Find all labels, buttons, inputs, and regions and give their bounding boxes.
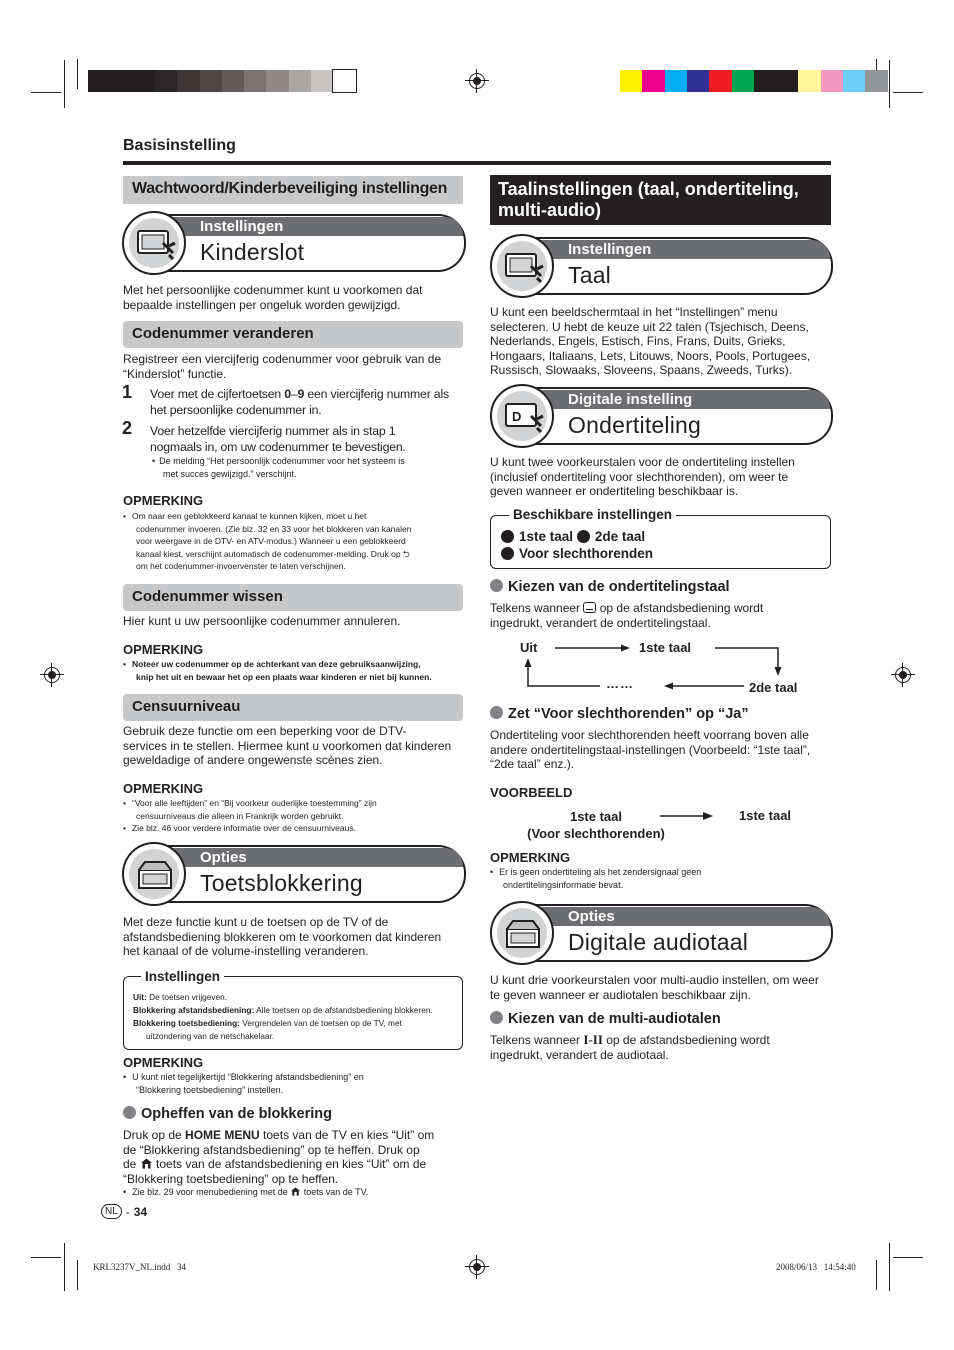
digital-tv-icon xyxy=(490,384,554,448)
release-part: toets van de TV en kies “Uit” om xyxy=(259,1128,435,1142)
step-1-key: 9 xyxy=(297,387,305,401)
option-2de-taal: 2de taal xyxy=(594,529,646,544)
step-2-line: nogmaals in, om uw codenummer te bevestigen. xyxy=(150,440,406,454)
release-line: de “Blokkering afstandsbediening” op te heffen. Druk op xyxy=(123,1142,420,1157)
code-change-heading-text: Codenummer veranderen xyxy=(132,325,314,342)
note-3-line: censuurniveaus die alleen in Frankrijk worden gebruikt. xyxy=(136,810,344,821)
color-swatch xyxy=(665,70,688,92)
note-2-line: Noteer uw codenummer op de achterkant van deze gebruiksaanwijzing, xyxy=(131,659,421,669)
box-term: Uit: xyxy=(133,992,147,1002)
example-arrow xyxy=(660,809,714,823)
choose-audio-heading xyxy=(490,1011,721,1027)
available-settings-label: Beschikbare instellingen xyxy=(509,507,676,522)
lang-badge: NL xyxy=(101,1204,122,1219)
choose-audio-part: Telkens wanneer xyxy=(490,1033,584,1047)
step-1-part: – xyxy=(290,387,298,401)
toets-banner xyxy=(122,845,466,903)
options-toolbox-icon xyxy=(490,901,554,965)
note-3-text: • “Voor alle leeftijden” en “Bij voorkeur ouderlijke toestemming” zijn censuurniveaus die alleen in Frankrijk worden gebruikt. • Zie blz. 46 voor verdere informatie over de censuurniveaus. xyxy=(123,798,377,833)
color-swatch xyxy=(620,70,643,92)
choose-subtitle-heading xyxy=(490,579,730,595)
step-1-line: het persoonlijke codenummer in. xyxy=(150,403,322,417)
color-swatch xyxy=(754,70,777,92)
example-right: 1ste taal xyxy=(739,808,792,823)
choose-line: ingedrukt, verandert de ondertitelingstaal. xyxy=(490,615,711,630)
registration-mark-right xyxy=(895,667,911,683)
color-swatch xyxy=(687,70,710,92)
step-2-number: 2 xyxy=(122,418,133,438)
choose-part: Telkens wanneer xyxy=(490,601,584,615)
color-swatch xyxy=(776,70,799,92)
step-1-part: een viercijferig nummer als xyxy=(304,387,449,401)
color-swatch xyxy=(177,70,200,92)
onder-text xyxy=(490,455,795,499)
step-1-part: Voer met de cijfertoetsen xyxy=(150,387,285,401)
taal-line: Russisch, Slowaaks, Sloveens, Spaans, Zweeds, Turks). xyxy=(490,363,793,378)
note-2-label: OPMERKING xyxy=(123,642,204,657)
release-note: • Zie blz. 29 voor menubediening met de toets van de TV. xyxy=(123,1187,369,1197)
home-menu-key: HOME MENU xyxy=(185,1128,260,1142)
kinderslot-strip-label: Instellingen xyxy=(200,218,284,235)
note-3-line: “Voor alle leeftijden” en “Bij voorkeur ouderlijke toestemming” zijn xyxy=(131,798,377,808)
note-1-label: OPMERKING xyxy=(123,493,204,508)
code-change-intro xyxy=(123,352,441,381)
example-left-line: (Voor slechthorenden) xyxy=(527,826,665,841)
step-1-number: 1 xyxy=(122,382,133,402)
choose-audio-heading-text: Kiezen van de multi-audiotalen xyxy=(508,1011,721,1027)
color-swatch xyxy=(222,70,245,92)
onder-line: (inclusief ondertiteling voor slechthorenden), om weer te xyxy=(490,469,789,484)
example-left xyxy=(520,808,672,842)
color-swatch xyxy=(709,70,732,92)
box-desc: Vergrendelen van de toetsen op de TV, met xyxy=(239,1018,402,1028)
note-1-line: voor weergave in de DTV- en ATV-modus.) Wanneer u een geblokkeerd xyxy=(136,536,406,546)
color-swatch xyxy=(821,70,844,92)
toets-strip-label: Opties xyxy=(200,849,247,866)
toets-note-text: • U kunt niet tegelijkertijd “Blokkering afstandsbediening” en “Blokkering toetsbediening” instellen. xyxy=(123,1072,364,1095)
audio-line: te geven wanneer er audiotalen beschikbaar zijn. xyxy=(490,987,751,1002)
release-heading-text: Opheffen van de blokkering xyxy=(141,1106,332,1122)
code-change-intro-line: Registreer een viercijferig codenummer voor gebruik van de xyxy=(123,352,442,366)
svg-text:D: D xyxy=(512,409,522,424)
available-settings-options xyxy=(501,528,653,562)
settings-tv-icon xyxy=(122,211,186,275)
bullet-dot xyxy=(490,1011,503,1024)
home-icon xyxy=(140,1158,153,1169)
cycle-2de-taal: 2de taal xyxy=(749,680,798,695)
toets-intro-line: afstandsbediening blokkeren om te voorkomen dat kinderen xyxy=(123,929,442,944)
onder-line: geven wanneer er ondertiteling beschikbaar is. xyxy=(490,484,739,499)
taal-banner xyxy=(490,237,833,295)
toets-title: Toetsblokkering xyxy=(200,870,363,896)
toets-settings-box-text xyxy=(133,991,433,1043)
intro-line: bepaalde instellingen per ongeluk worden gewijzigd. xyxy=(123,297,401,312)
slug-date: 2008/06/13 14:54:40 xyxy=(776,1262,856,1272)
color-swatch xyxy=(798,70,821,92)
censor-line: Gebruik deze functie om een beperking voor de DTV- xyxy=(123,724,407,738)
choose-subtitle-text xyxy=(490,601,763,630)
step-2-line: Voer hetzelfde viercijferig nummer als in stap 1 xyxy=(150,424,396,438)
censor-line: geweldadige of andere ongewenste scènes zien. xyxy=(123,753,383,768)
option-slechthorenden: Voor slechthorenden xyxy=(519,546,654,561)
intro-line: Met het persoonlijke codenummer kunt u voorkomen dat xyxy=(123,283,423,297)
right-heading xyxy=(490,175,831,225)
censor-heading xyxy=(123,694,463,721)
onder-note-line: Er is geen ondertiteling als het zendersignaal geen xyxy=(499,867,702,877)
step-1-key: 0 xyxy=(284,387,291,401)
home-icon xyxy=(290,1187,301,1196)
taal-line: Nederlands, Engels, Estisch, Fins, Frans, Duits, Grieks, xyxy=(490,334,786,349)
color-swatch xyxy=(200,70,223,92)
step-2-note-line: met succes gewijzigd.” verschijnt. xyxy=(163,468,297,479)
toets-note-line: “Blokkering toetsbediening” instellen. xyxy=(136,1084,284,1095)
choose-part: op de afstandsbediening wordt xyxy=(596,601,764,615)
release-part: toets van de afstandsbediening en kies “Uit” om de xyxy=(152,1157,427,1172)
box-desc: Alle toetsen op de afstandsbediening blokkeren. xyxy=(254,1005,433,1015)
taal-text xyxy=(490,305,810,378)
hearing-heading-text: Zet “Voor slechthorenden” op “Ja” xyxy=(508,706,749,722)
subtitle-key-icon xyxy=(583,602,596,613)
hearing-heading xyxy=(490,706,749,722)
toets-note-label: OPMERKING xyxy=(123,1055,204,1070)
settings-tv-icon xyxy=(490,234,554,298)
release-note-part: toets van de TV. xyxy=(301,1187,369,1197)
color-swatch xyxy=(843,70,866,92)
taal-line: selecteren. U hebt de keuze uit 22 talen (Tsjechisch, Deens, xyxy=(490,319,809,334)
color-swatch xyxy=(88,70,111,92)
color-swatch xyxy=(333,70,356,92)
box-desc: De toetsen vrijgeven. xyxy=(146,992,228,1002)
step-2-note: • De melding “Het persoonlijk codenummer voor het systeem is met succes gewijzigd.” verschijnt. xyxy=(152,456,405,479)
onder-note-label: OPMERKING xyxy=(490,850,571,865)
color-swatch xyxy=(155,70,178,92)
step-2-text xyxy=(150,423,406,455)
release-part: Druk op de xyxy=(123,1128,186,1142)
color-swatch xyxy=(732,70,755,92)
left-heading xyxy=(123,176,463,204)
code-clear-text: Hier kunt u uw persoonlijke codenummer annuleren. xyxy=(123,614,401,628)
registration-mark-bottom xyxy=(469,1259,485,1275)
note-2-text: • Noteer uw codenummer op de achterkant van deze gebruiksaanwijzing, knip het uit en bewaar het op een plaats waar kinderen er niet bij kunnen. xyxy=(123,659,432,682)
taal-line: Hongaars, Italiaans, Lets, Litouws, Noors, Pools, Portugees, xyxy=(490,348,811,363)
cycle-uit: Uit xyxy=(520,640,538,655)
bullet-dot xyxy=(577,530,590,543)
audio-text xyxy=(490,973,819,1002)
bullet-dot xyxy=(501,530,514,543)
code-change-heading xyxy=(123,321,463,348)
onder-title: Ondertiteling xyxy=(568,412,702,438)
cycle-1ste-taal: 1ste taal xyxy=(639,640,692,655)
note-1-text: • Om naar een geblokkeerd kanaal te kunnen kijken, moet u het codenummer invoeren. (Zie blz. 32 en 33 voor het blokkeren van kanalen voor weergave in de DTV- en ATV-modus.) Wanneer u een geblokkeerd kanaal kiest, verschijnt automatisch de codenummer-melding. Druk op ⮌ om het codenummer-invoervenster te laten verschijnen. xyxy=(123,511,412,571)
onder-note-text: • Er is geen ondertiteling als het zendersignaal geen ondertitelingsinformatie bevat. xyxy=(490,867,702,890)
release-heading xyxy=(123,1106,332,1122)
color-swatch xyxy=(311,70,334,92)
note-1-line: kanaal kiest, verschijnt automatisch de codenummer-melding. Druk op ⮌ xyxy=(136,548,410,559)
bullet-dot xyxy=(490,579,503,592)
step-2-note-line: De melding “Het persoonlijk codenummer voor het systeem is xyxy=(159,456,405,466)
bullet-dot xyxy=(123,1106,136,1119)
censor-line: services in te stellen. Hiermee kunt u voorkomen dat kinderen xyxy=(123,738,452,753)
box-term: Blokkering toetsbediening: xyxy=(133,1018,240,1028)
note-3-line: Zie blz. 46 voor verdere informatie over de censuurniveaus. xyxy=(131,823,356,833)
toets-intro xyxy=(123,915,441,959)
hearing-text xyxy=(490,728,810,772)
code-clear-heading-text: Codenummer wissen xyxy=(132,588,283,605)
box-desc: uitzondering van de netschakelaar. xyxy=(146,1031,275,1041)
release-text xyxy=(123,1128,434,1186)
audio-title: Digitale audiotaal xyxy=(568,929,749,955)
taal-line: U kunt een beeldschermtaal in het “Instellingen” menu xyxy=(490,305,778,319)
taal-title: Taal xyxy=(568,262,611,288)
example-label: VOORBEELD xyxy=(490,785,573,800)
color-swatch xyxy=(642,70,665,92)
color-swatch xyxy=(133,70,156,92)
onder-line: U kunt twee voorkeurstalen voor de ondertiteling instellen xyxy=(490,455,795,469)
right-heading-text: Taalinstellingen (taal, ondertiteling, multi-audio) xyxy=(498,179,799,220)
registration-mark-top xyxy=(469,73,485,89)
onder-note-line: ondertitelingsinformatie bevat. xyxy=(503,879,624,890)
color-swatch xyxy=(289,70,312,92)
bullet-dot xyxy=(490,706,503,719)
hearing-line: andere ondertitelingstaal-instellingen (Voorbeeld: “1ste taal”, xyxy=(490,742,811,757)
page-dash: - xyxy=(125,1204,130,1219)
code-change-intro-line: “Kinderslot” functie. xyxy=(123,366,227,381)
header-rule xyxy=(123,161,831,165)
choose-subtitle-heading-text: Kiezen van de ondertitelingstaal xyxy=(508,579,730,595)
note-1-line: codenummer invoeren. (Zie blz. 32 en 33 voor het blokkeren van kanalen xyxy=(136,523,412,534)
note-3-label: OPMERKING xyxy=(123,781,204,796)
options-toolbox-icon xyxy=(122,842,186,906)
audio-key-icon: I-II xyxy=(583,1032,603,1047)
toets-note-line: U kunt niet tegelijkertijd “Blokkering afstandsbediening” en xyxy=(132,1072,364,1082)
release-part: de xyxy=(123,1157,140,1172)
audio-strip-label: Opties xyxy=(568,908,615,925)
censor-text xyxy=(123,724,451,768)
hearing-line: “2de taal” enz.). xyxy=(490,757,575,772)
step-1-text xyxy=(150,386,449,418)
taal-strip-label: Instellingen xyxy=(568,241,652,258)
audio-line: U kunt drie voorkeurstalen voor multi-audio instellen, om weer xyxy=(490,973,819,987)
page-number-text: 34 xyxy=(133,1204,148,1219)
hearing-line: Ondertiteling voor slechthorenden heeft voorrang boven alle xyxy=(490,728,809,742)
note-1-line: om het codenummer-invoervenster te laten verschijnen. xyxy=(136,561,346,571)
choose-audio-part: op de afstandsbediening wordt xyxy=(602,1033,770,1047)
cycle-arrows xyxy=(520,640,790,695)
release-note-part: Zie blz. 29 voor menubediening met de xyxy=(132,1187,291,1197)
color-swatch xyxy=(244,70,267,92)
bullet-dot xyxy=(501,547,514,560)
onder-strip-label: Digitale instelling xyxy=(568,391,693,408)
left-heading-text: Wachtwoord/Kinderbeveiliging instellingen xyxy=(132,180,448,197)
color-swatch xyxy=(865,70,888,92)
toets-intro-line: het kanaal of de volume-instelling veranderen. xyxy=(123,944,369,959)
color-swatch xyxy=(110,70,133,92)
option-1ste-taal: 1ste taal xyxy=(519,529,574,544)
note-2-line: knip het uit en bewaar het op een plaats waar kinderen er niet bij kunnen. xyxy=(136,671,432,682)
onder-banner xyxy=(490,387,833,445)
toets-settings-box-label: Instellingen xyxy=(141,969,224,984)
slug-file: KRL3237V_NL.indd 34 xyxy=(93,1262,186,1272)
audio-banner xyxy=(490,904,833,962)
code-clear-heading xyxy=(123,584,463,611)
choose-audio-line: ingedrukt, verandert de audiotaal. xyxy=(490,1047,669,1062)
note-1-line: Om naar een geblokkeerd kanaal te kunnen kijken, moet u het xyxy=(131,511,367,521)
example-left-line: 1ste taal xyxy=(569,809,623,824)
choose-audio-text xyxy=(490,1033,770,1062)
kinderslot-title: Kinderslot xyxy=(200,239,305,265)
registration-mark-left xyxy=(44,667,60,683)
toets-intro-line: Met deze functie kunt u de toetsen op de TV of de xyxy=(123,915,389,929)
censor-heading-text: Censuurniveau xyxy=(132,698,241,715)
kinderslot-intro xyxy=(123,283,423,312)
release-line: “Blokkering toetsbediening” op te heffen. xyxy=(123,1171,339,1186)
section-title: Basisinstelling xyxy=(123,137,236,154)
page-number xyxy=(101,1204,147,1219)
box-term: Blokkering afstandsbediening: xyxy=(133,1005,255,1015)
color-swatch xyxy=(266,70,289,92)
cycle-dots: …… xyxy=(606,676,634,691)
kinderslot-banner xyxy=(122,214,466,272)
